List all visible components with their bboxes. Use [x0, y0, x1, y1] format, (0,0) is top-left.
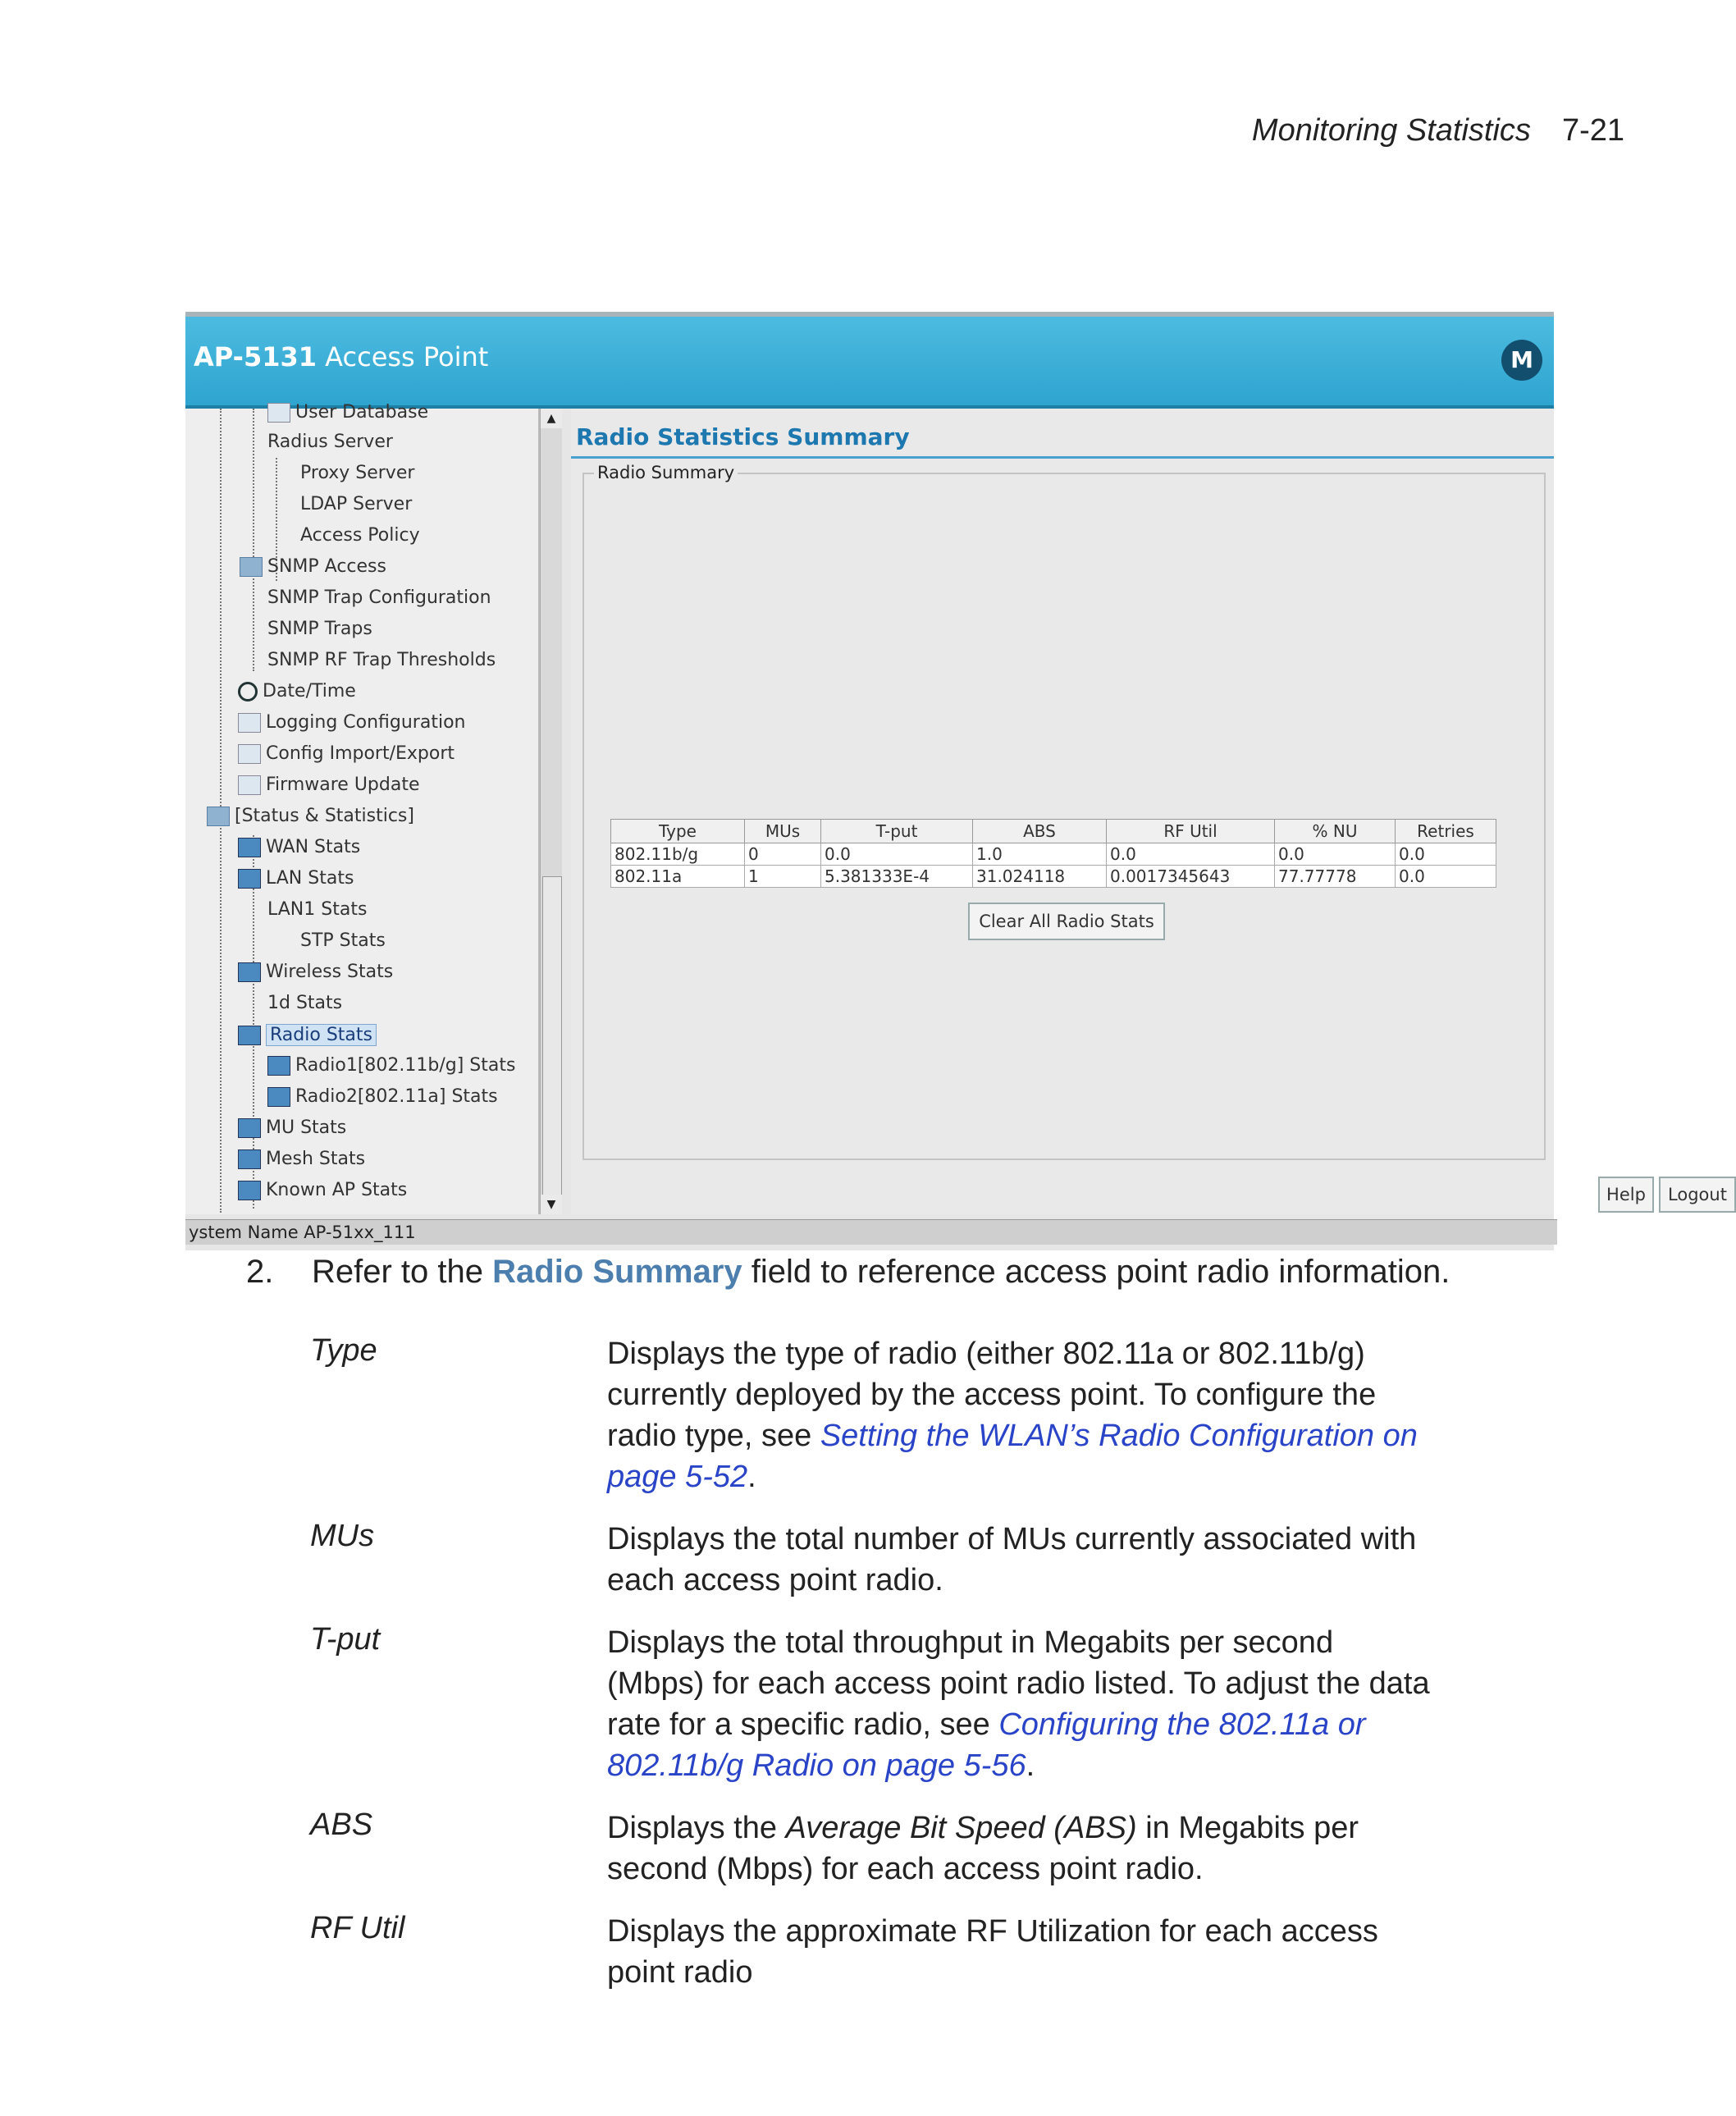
cell-type: 802.11a: [611, 866, 745, 888]
tree-label: Config Import/Export: [266, 743, 455, 764]
tree-label: LAN1 Stats: [267, 899, 368, 920]
description: Displays the approximate RF Utilization for each access point radio: [607, 1914, 1378, 1990]
cell-abs: 31.024118: [973, 866, 1107, 888]
gear-icon: [238, 775, 261, 795]
tree-item-wan-stats[interactable]: [238, 837, 360, 857]
desc-text: in Megabits per second (Mbps) for each access point radio.: [607, 1811, 1359, 1886]
col-nu[interactable]: % NU: [1275, 820, 1396, 843]
field-definitions: [310, 1333, 1475, 2014]
term: RF Util: [310, 1911, 405, 1945]
tree-item-mu-stats[interactable]: [238, 1117, 346, 1138]
col-mus[interactable]: MUs: [745, 820, 821, 843]
section-title: Monitoring Statistics: [1251, 113, 1531, 148]
help-button[interactable]: Help: [1598, 1177, 1654, 1213]
tree-item-user-database[interactable]: [267, 402, 428, 423]
nav-scrollbar[interactable]: [540, 409, 562, 1214]
definition-mus: [310, 1519, 1475, 1601]
description: [607, 1622, 1436, 1786]
tree-label: Proxy Server: [300, 463, 415, 483]
desc-text: Displays the: [607, 1811, 786, 1845]
tree-label: MU Stats: [266, 1117, 347, 1138]
tree-item-known-ap-stats[interactable]: [238, 1180, 407, 1200]
logout-button[interactable]: Logout: [1659, 1177, 1736, 1213]
tree-label: Wireless Stats: [266, 962, 394, 982]
tree-item-radio-stats[interactable]: [238, 1024, 377, 1046]
table-header-row: [611, 820, 1496, 843]
definition-type: [310, 1333, 1475, 1497]
cell-abs: 1.0: [973, 843, 1107, 866]
nav-tree: [185, 402, 540, 1214]
network-icon: [238, 962, 261, 982]
tree-item-snmp-access[interactable]: [240, 556, 386, 577]
cell-nu: 0.0: [1275, 843, 1396, 866]
description: Displays the total number of MUs currently associated with each access point radio.: [607, 1522, 1417, 1597]
doc-icon: [238, 713, 261, 733]
radio-configure-link[interactable]: Configuring the 802.11a or 802.11b/g Radio on page 5-56: [607, 1707, 1366, 1783]
tree-label: Access Policy: [300, 525, 420, 546]
tree-label: Radio1[802.11b/g] Stats: [295, 1055, 516, 1076]
tree-label: Logging Configuration: [266, 712, 466, 733]
tree-label: 1d Stats: [267, 993, 343, 1013]
title-divider: [571, 456, 1554, 459]
app-titlebar: [185, 317, 1554, 409]
term: T-put: [310, 1622, 381, 1657]
col-rf-util[interactable]: RF Util: [1107, 820, 1275, 843]
doc-icon: [267, 403, 290, 423]
col-retries[interactable]: Retries: [1396, 820, 1496, 843]
radio-icon: [267, 1056, 290, 1076]
step-number: 2.: [246, 1254, 274, 1290]
cell-retries: 0.0: [1396, 843, 1496, 866]
page-header: [1252, 113, 1624, 149]
radio-stats-table: [610, 819, 1496, 888]
tree-label: Firmware Update: [266, 775, 420, 795]
desc-text: Displays the type of radio (either 802.11a or 802.11b/g) currently deployed by the access point. To configure the radio type, see: [607, 1337, 1377, 1453]
network-icon: [238, 1149, 261, 1169]
tree-item-date-time[interactable]: [238, 681, 356, 702]
term: MUs: [310, 1519, 375, 1553]
status-bar: ystem Name AP-51xx_111: [185, 1219, 1557, 1245]
description: [607, 1808, 1436, 1890]
app-title-rest: Access Point: [317, 341, 489, 372]
table-row[interactable]: [611, 843, 1496, 866]
tree-item-firmware-update[interactable]: [238, 775, 420, 795]
term: ABS: [310, 1808, 373, 1842]
fieldset-legend: Radio Summary: [594, 463, 738, 482]
step-bold-term: Radio Summary: [492, 1254, 742, 1290]
description: [607, 1333, 1436, 1497]
tree-item-radio1-stats[interactable]: [267, 1055, 515, 1076]
network-icon: [238, 1181, 261, 1200]
tree-label: Radius Server: [267, 432, 393, 452]
cell-type: 802.11b/g: [611, 843, 745, 866]
desc-text: .: [1026, 1748, 1035, 1783]
tree-item-wireless-stats[interactable]: [238, 962, 393, 982]
tree-label: SNMP Access: [267, 556, 386, 577]
cell-mus: 1: [745, 866, 821, 888]
tree-label: Radio2[802.11a] Stats: [295, 1086, 498, 1107]
cell-nu: 77.77778: [1275, 866, 1396, 888]
tree-item-snmp-traps[interactable]: [267, 619, 372, 639]
content-title: Radio Statistics Summary: [576, 423, 910, 450]
page-number: 7-21: [1561, 113, 1624, 148]
scroll-up-icon[interactable]: ▲: [541, 409, 562, 428]
tree-label: Mesh Stats: [266, 1149, 366, 1169]
tree-label: LDAP Server: [300, 494, 413, 514]
content-panel: [571, 409, 1727, 1214]
tree-item-config-import-export[interactable]: [238, 743, 455, 764]
tree-item-radio2-stats[interactable]: [267, 1086, 498, 1107]
tree-label: SNMP Traps: [267, 619, 372, 639]
definition-rf-util: [310, 1911, 1475, 1993]
tree-item-snmp-trap-configuration[interactable]: [267, 587, 491, 608]
tree-label: SNMP Trap Configuration: [267, 587, 491, 608]
cell-tput: 5.381333E-4: [821, 866, 973, 888]
step-2: [246, 1254, 1450, 1291]
clock-icon: [238, 682, 258, 702]
cell-rf-util: 0.0017345643: [1107, 866, 1275, 888]
network-icon: [238, 838, 261, 857]
tree-connector: [253, 409, 254, 671]
clear-all-radio-stats-button[interactable]: Clear All Radio Stats: [968, 903, 1165, 940]
cell-tput: 0.0: [821, 843, 973, 866]
folder-icon: [240, 557, 263, 577]
doc-icon: [238, 744, 261, 764]
col-abs[interactable]: ABS: [973, 820, 1107, 843]
desc-text: .: [747, 1460, 756, 1494]
desc-emphasis: Average Bit Speed (ABS): [785, 1811, 1137, 1845]
tree-item-lan1-stats[interactable]: [267, 899, 367, 920]
table-row[interactable]: [611, 866, 1496, 888]
definition-tput: [310, 1622, 1475, 1786]
tree-label: LAN Stats: [266, 868, 354, 889]
tree-item-stp-stats[interactable]: [300, 930, 386, 951]
radio-icon: [238, 1026, 261, 1045]
term: Type: [310, 1333, 377, 1368]
col-type[interactable]: Type: [611, 820, 745, 843]
scroll-thumb[interactable]: [542, 876, 562, 1206]
radio-summary-fieldset: [582, 463, 1546, 1160]
ap-screenshot: [185, 312, 1727, 1250]
tree-item-mesh-stats[interactable]: [238, 1149, 365, 1169]
tree-label: [Status & Statistics]: [235, 806, 414, 826]
app-title-model: AP-5131: [194, 341, 317, 372]
tree-item-ldap-server[interactable]: [300, 494, 412, 514]
definition-abs: [310, 1808, 1475, 1890]
tree-label: User Database: [295, 402, 429, 423]
tree-label: Date/Time: [263, 681, 356, 702]
col-tput[interactable]: T-put: [821, 820, 973, 843]
tree-label: WAN Stats: [266, 837, 361, 857]
step-text-after: field to reference access point radio information.: [742, 1254, 1450, 1290]
cell-retries: 0.0: [1396, 866, 1496, 888]
tree-item-lan-stats[interactable]: [238, 868, 354, 889]
app-title: [194, 341, 488, 372]
network-icon: [238, 869, 261, 889]
tree-label: STP Stats: [300, 930, 386, 951]
chart-icon: [207, 807, 230, 826]
tree-item-status-statistics[interactable]: [207, 806, 414, 826]
scroll-down-icon[interactable]: ▼: [541, 1195, 562, 1214]
tree-item-snmp-rf-trap-thresholds[interactable]: [267, 650, 496, 670]
cell-rf-util: 0.0: [1107, 843, 1275, 866]
tree-label: SNMP RF Trap Thresholds: [267, 650, 496, 670]
tree-item-logging-configuration[interactable]: [238, 712, 465, 733]
radio-icon: [267, 1087, 290, 1107]
tree-label: Known AP Stats: [266, 1180, 408, 1200]
tree-item-1d-stats[interactable]: [267, 993, 342, 1013]
network-icon: [238, 1118, 261, 1138]
step-text-before: Refer to the: [312, 1254, 493, 1290]
radio-config-link[interactable]: Setting the WLAN’s Radio Configuration on page 5-52: [607, 1419, 1418, 1494]
motorola-logo-icon: M: [1501, 340, 1542, 381]
tree-label-selected: Radio Stats: [266, 1024, 377, 1046]
tree-item-radius-server[interactable]: [267, 432, 393, 452]
tree-item-proxy-server[interactable]: [300, 463, 414, 483]
desc-text: Displays the total throughput in Megabits per second (Mbps) for each access point radio listed. To adjust the data rate for a specific radio, see: [607, 1625, 1430, 1742]
cell-mus: 0: [745, 843, 821, 866]
tree-item-access-policy[interactable]: [300, 525, 420, 546]
